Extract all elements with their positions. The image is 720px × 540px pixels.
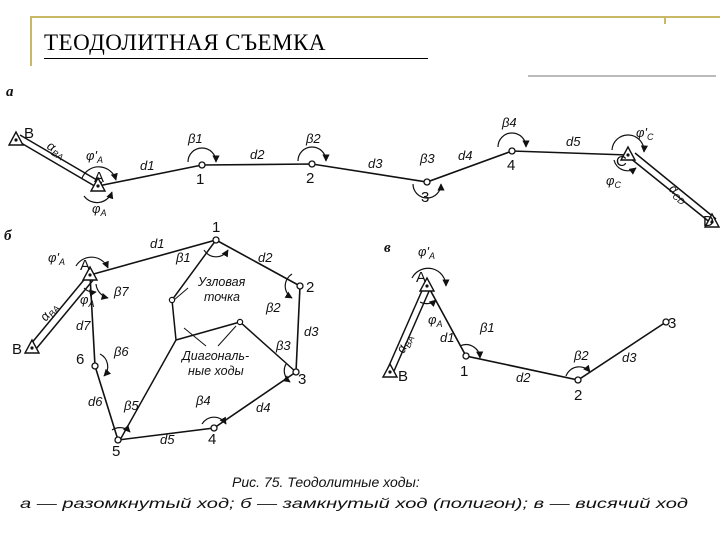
station-3-point [424, 179, 430, 185]
polygon-distance-d4: d4 [256, 400, 271, 415]
polygon-label-6: 6 [76, 351, 85, 368]
polygon-distance-d3: d3 [304, 324, 319, 339]
diagonal-pointer-2 [218, 326, 236, 346]
distance-label-d1: d1 [140, 158, 155, 173]
distance-label-d2: d2 [250, 147, 265, 162]
alpha-ba-label: $\alpha_{BA}$ [44, 137, 66, 163]
angle-arc-b2 [298, 147, 326, 161]
station-label-2: 2 [306, 170, 315, 187]
distance-label-d3: d3 [368, 156, 383, 171]
caption-line2: а — разомкнутый ход; б — замкнутый ход (полигон); в — висячий ход [20, 495, 689, 511]
angle-label-b3: β3 [420, 151, 435, 166]
hanging-label-2: 2 [574, 387, 583, 404]
station-label-b: B [24, 125, 35, 142]
hanging-label-b: B [398, 368, 409, 385]
panel-v [383, 240, 676, 404]
phi-a-prime-label: $\varphi'_A$ [86, 148, 103, 165]
polygon-arc-b7 [96, 284, 108, 298]
node-label-line2: точка [204, 290, 240, 304]
phi-a-label: $\varphi_A$ [92, 201, 107, 218]
polygon-distance-d7: d7 [76, 318, 91, 333]
station-label-d: D [703, 213, 714, 230]
page-title: ТЕОДОЛИТНАЯ СЪЕМКА [44, 30, 327, 55]
angle-label-b1: β1 [188, 131, 203, 146]
station-1-point [199, 162, 205, 168]
polygon-distance-d1: d1 [150, 236, 165, 251]
station-label-4: 4 [507, 157, 516, 174]
hanging-angle-b1: β1 [480, 320, 495, 335]
panel-b-letter: б [4, 228, 12, 244]
station-2-point [309, 161, 315, 167]
polygon-station-6 [92, 363, 98, 369]
polygon-label-1: 1 [212, 219, 221, 236]
traverse-line-a [98, 151, 628, 186]
angle-label-b2: β2 [306, 131, 321, 146]
polygon-station-2 [297, 283, 303, 289]
station-label-3: 3 [421, 189, 430, 206]
polygon-distance-d2: d2 [258, 250, 273, 265]
hanging-station-2 [575, 377, 581, 383]
polygon-station-1 [213, 237, 219, 243]
polygon-label-a: A [80, 257, 91, 274]
polygon-station-b-marker [25, 340, 39, 353]
angle-arc-b4 [498, 133, 526, 147]
polygon-label-b: B [12, 341, 23, 358]
polygon-arc-b6 [100, 354, 108, 376]
hanging-label-1: 1 [460, 363, 469, 380]
angle-label-b4: β4 [502, 115, 517, 130]
polygon-angle-b2: β2 [266, 300, 281, 315]
hanging-label-3: 3 [668, 315, 677, 332]
polygon-alpha-ba-label: $\alpha_{BA}$ [36, 303, 62, 324]
station-label-c: C [616, 153, 627, 170]
hanging-station-1 [463, 353, 469, 359]
station-4-point [509, 148, 515, 154]
angle-arc-b1 [188, 148, 216, 162]
polygon-distance-d6: d6 [88, 394, 103, 409]
polygon-label-2: 2 [306, 279, 315, 296]
hanging-distance-d3: d3 [622, 350, 637, 365]
polygon-label-5: 5 [112, 443, 121, 460]
alpha-cd-label: $\alpha_{CD}$ [666, 180, 687, 207]
panel-a-letter: а [6, 84, 14, 100]
polygon-angle-b3: β3 [276, 338, 291, 353]
hanging-label-a: A [416, 269, 427, 286]
panel-v-letter: в [384, 240, 391, 256]
polygon-label-3: 3 [298, 371, 307, 388]
polygon-angle-b6: β6 [114, 344, 129, 359]
polygon-angle-b4: β4 [196, 393, 211, 408]
polygon-angle-b5: β5 [124, 398, 139, 413]
polygon-label-4: 4 [208, 431, 217, 448]
diagonal-label-line1: Диагональ- [182, 349, 250, 363]
polygon-distance-d5: d5 [160, 432, 175, 447]
station-b-marker [9, 132, 23, 145]
station-label-a: A [94, 169, 105, 186]
hanging-distance-d2: d2 [516, 370, 531, 385]
node-label-line1: Узловая [198, 275, 246, 289]
polygon-angle-b7: β7 [114, 284, 129, 299]
hanging-alpha-ba-label: $\alpha_{BA}$ [393, 334, 417, 356]
node-point [169, 297, 174, 302]
polygon-angle-b1: β1 [176, 250, 191, 265]
hanging-phi-a-prime-label: $\varphi'_A$ [418, 244, 435, 261]
polygon-phi-a-label: $\varphi_A$ [80, 292, 95, 309]
distance-label-d5: d5 [566, 134, 581, 149]
phi-c-label: $\varphi_C$ [606, 173, 621, 190]
hanging-arc-phi-a [420, 300, 436, 304]
panel-b [4, 219, 319, 460]
hanging-phi-a-label: $\varphi_A$ [428, 312, 443, 329]
polygon-phi-a-prime-label: $\varphi'_A$ [48, 250, 65, 267]
diagonal-label-line2: ные ходы [188, 364, 244, 378]
hanging-angle-b2: β2 [574, 348, 589, 363]
hanging-distance-d1: d1 [440, 330, 455, 345]
caption-line1: Рис. 75. Теодолитные ходы: [232, 474, 420, 490]
phi-c-prime-label: $\varphi'_C$ [636, 125, 654, 142]
line-b-a-hanging [388, 286, 430, 371]
diagonal-point [237, 319, 242, 324]
panel-a [6, 76, 719, 230]
station-label-1: 1 [196, 171, 205, 188]
distance-label-d4: d4 [458, 148, 473, 163]
